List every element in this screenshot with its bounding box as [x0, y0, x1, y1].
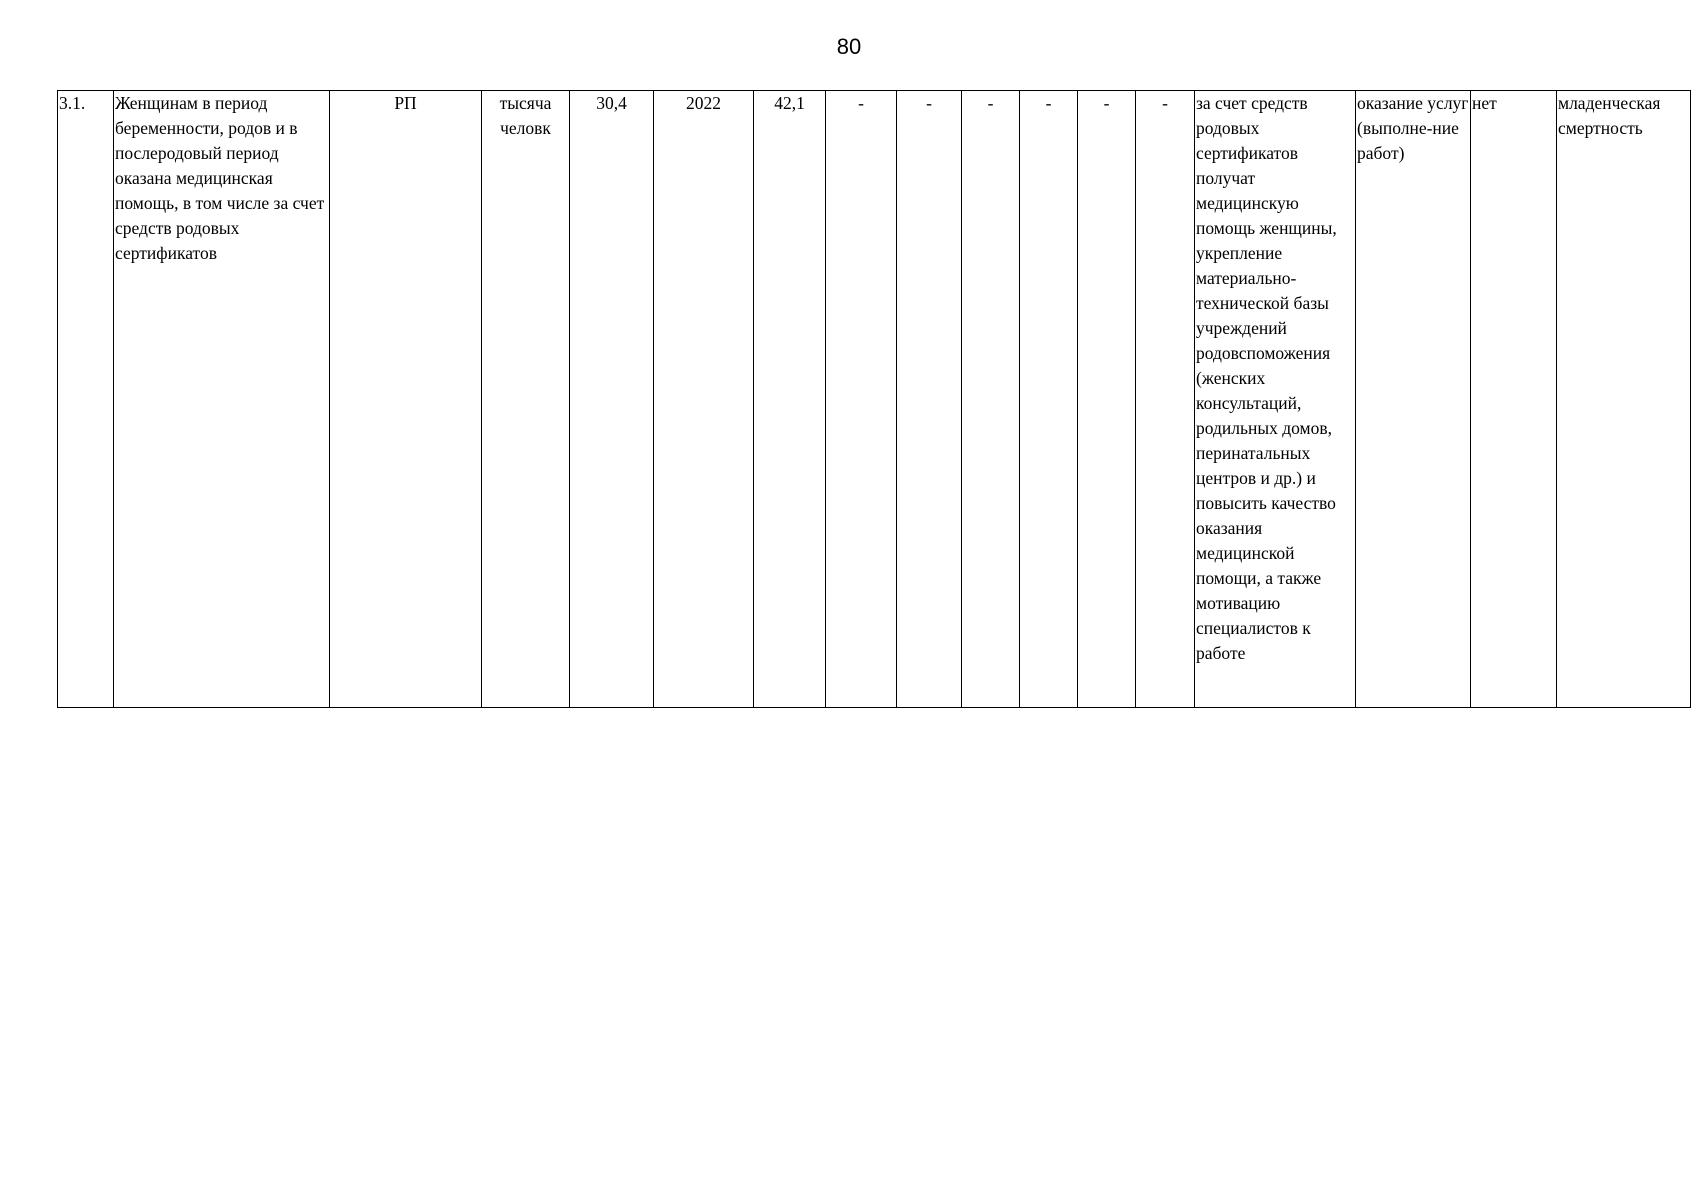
cell-characteristic: за счет средств родовых сертификатов получат медицинскую помощь женщины, укрепление материально-технической базы учреждений родовспоможения (женских консультаций, родильных домов, перинатальных центров и др.) и повысить качество оказания медицинской помощи, а также мотивацию специалистов к работе [1195, 91, 1356, 708]
cell-type: РП [330, 91, 482, 708]
table-row [58, 91, 1691, 708]
cell-result-type: оказание услуг (выполне-ние работ) [1356, 91, 1471, 708]
cell-value-6: - [1078, 91, 1136, 708]
cell-value-4: - [962, 91, 1020, 708]
cell-row-number: 3.1. [58, 91, 114, 708]
cell-value-2: - [826, 91, 897, 708]
cell-value-7: - [1136, 91, 1195, 708]
cell-indicator: младенческая смертность [1557, 91, 1691, 708]
cell-value-5: - [1020, 91, 1078, 708]
page-number: 80 [836, 34, 862, 59]
cell-value-1: 42,1 [754, 91, 826, 708]
cell-year: 2022 [654, 91, 754, 708]
cell-unit: тысяча человк [482, 91, 570, 708]
data-table [57, 90, 1691, 708]
cell-base-value: 30,4 [570, 91, 654, 708]
cell-task-name: Женщинам в период беременности, родов и в послеродовый период оказана медицинская помощь, в том числе за счет средств родовых сертификатов [114, 91, 330, 708]
cell-flag: нет [1471, 91, 1557, 708]
cell-value-3: - [897, 91, 962, 708]
